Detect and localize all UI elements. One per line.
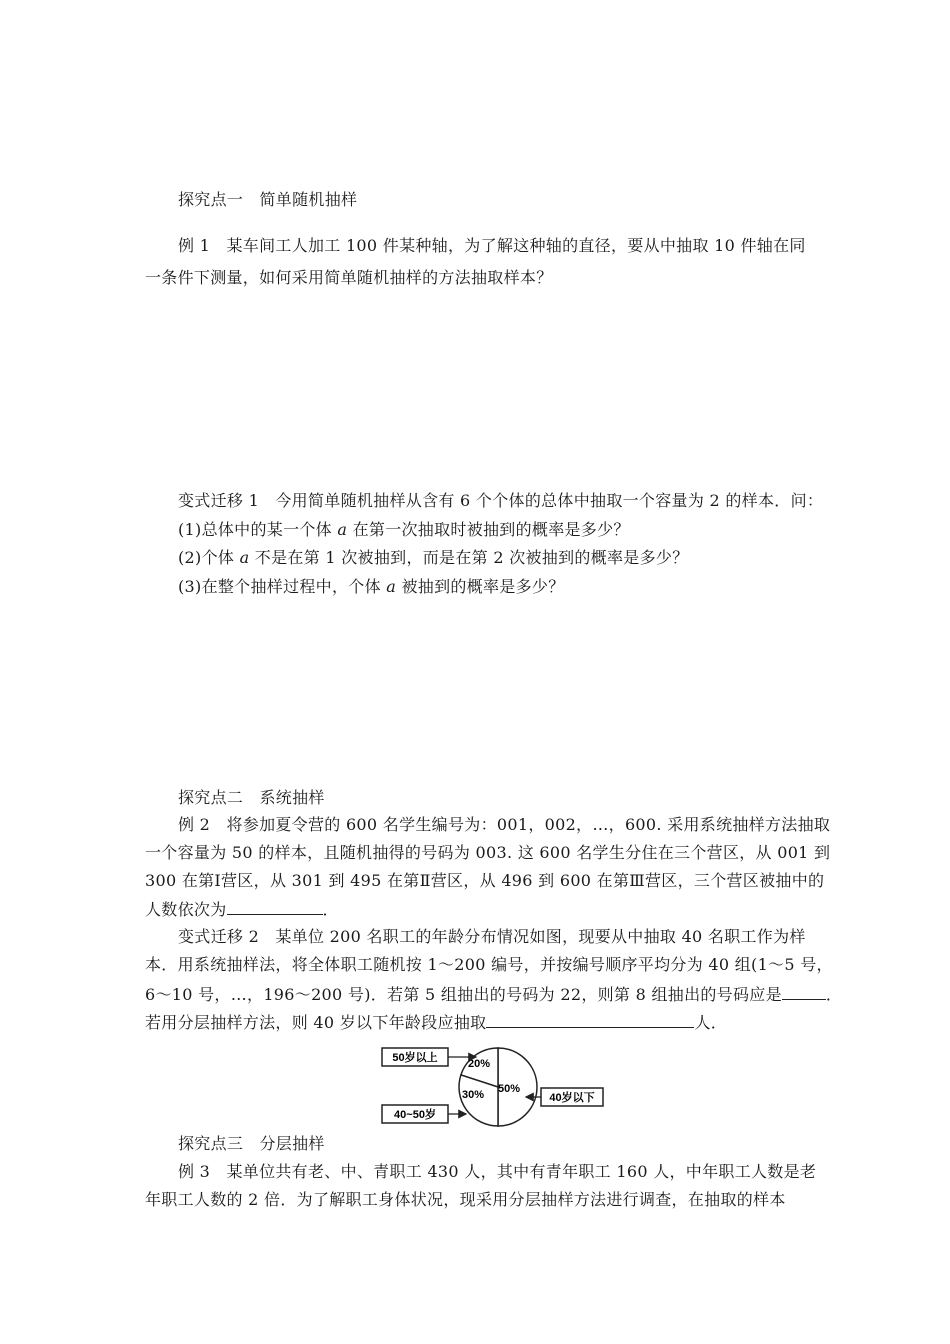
example2-line4 <box>145 899 339 920</box>
variant1-question3 <box>178 577 565 597</box>
q1-var: a <box>337 520 348 539</box>
variant2-line2: 本．用系统抽样法，将全体职工随机按 1～200 编号，并按编号顺序平均分为 40 组(1～5 号， <box>145 955 833 974</box>
answer-blank-1[interactable] <box>227 899 323 915</box>
variant2-line3-pre: 6～10 号，…，196～200 号)．若第 5 组抽出的号码为 22，则第 8 组抽出的号码应是 <box>145 985 782 1004</box>
q3-post: 被抽到的概率是多少？ <box>396 577 565 596</box>
example2-line1: 例 2 将参加夏令营的 600 名学生编号为：001，002，…，600. 采用系统抽样方法抽取 <box>178 815 831 834</box>
slice-label-over50: 20% <box>467 1058 491 1070</box>
slice-label-40to50: 30% <box>461 1089 485 1101</box>
age-distribution-pie-figure <box>378 1040 608 1132</box>
legend-label-over50: 50岁以上 <box>392 1052 438 1064</box>
example2-line2: 一个容量为 50 的样本，且随机抽得的号码为 003. 这 600 名学生分住在三个营区，从 001 到 <box>145 843 831 862</box>
variant2-line1: 变式迁移 2 某单位 200 名职工的年龄分布情况如图，现要从中抽取 40 名职工作为样 <box>178 927 806 946</box>
variant1-question2 <box>178 548 689 568</box>
slice-label-under40: 50% <box>497 1083 521 1095</box>
variant2-line4-post: 人． <box>694 1013 728 1032</box>
variant1-intro: 变式迁移 1 今用简单随机抽样从含有 6 个个体的总体中抽取一个容量为 2 的样本．问： <box>178 491 824 510</box>
variant2-line4 <box>145 1012 727 1033</box>
example2-line4-pre: 人数依次为 <box>145 900 227 919</box>
q3-var: a <box>386 577 397 596</box>
q2-var: a <box>239 548 250 567</box>
example3-line1: 例 3 某单位共有老、中、青职工 430 人，其中有青年职工 160 人，中年职工人数是老 <box>178 1162 817 1181</box>
example1-line1: 例 1 某车间工人加工 100 件某种轴，为了解这种轴的直径，要从中抽取 10 件轴在同 <box>178 236 806 255</box>
legend-label-40to50: 40~50岁 <box>394 1109 436 1121</box>
variant2-line3-post: ． <box>825 985 843 1004</box>
answer-blank-2[interactable] <box>782 984 826 1000</box>
variant2-line4-pre: 若用分层抽样方法，则 40 岁以下年龄段应抽取 <box>145 1013 487 1032</box>
q1-post: 在第一次抽取时被抽到的概率是多少？ <box>347 520 630 539</box>
example1-line2: 一条件下测量，如何采用简单随机抽样的方法抽取样本？ <box>145 268 553 287</box>
q2-post: 不是在第 1 次被抽到，而是在第 2 次被抽到的概率是多少？ <box>249 548 689 567</box>
answer-blank-3[interactable] <box>486 1012 694 1028</box>
section3-heading: 探究点三 分层抽样 <box>178 1134 325 1153</box>
variant2-line3 <box>145 984 842 1005</box>
legend-label-under40: 40岁以下 <box>549 1092 595 1104</box>
q2-pre: (2)个体 <box>178 548 240 567</box>
example3-line2: 年职工人数的 2 倍．为了解职工身体状况，现采用分层抽样方法进行调查，在抽取的样本 <box>145 1190 786 1209</box>
section2-heading: 探究点二 系统抽样 <box>178 788 325 807</box>
example2-line3: 300 在第Ⅰ营区，从 301 到 495 在第Ⅱ营区，从 496 到 600 在第Ⅲ营区，三个营区被抽中的 <box>145 871 825 890</box>
q3-pre: (3)在整个抽样过程中，个体 <box>178 577 387 596</box>
q1-pre: (1)总体中的某一个体 <box>178 520 338 539</box>
variant1-question1 <box>178 520 630 540</box>
section1-heading: 探究点一 简单随机抽样 <box>178 190 358 209</box>
example2-line4-post: ． <box>322 900 339 919</box>
